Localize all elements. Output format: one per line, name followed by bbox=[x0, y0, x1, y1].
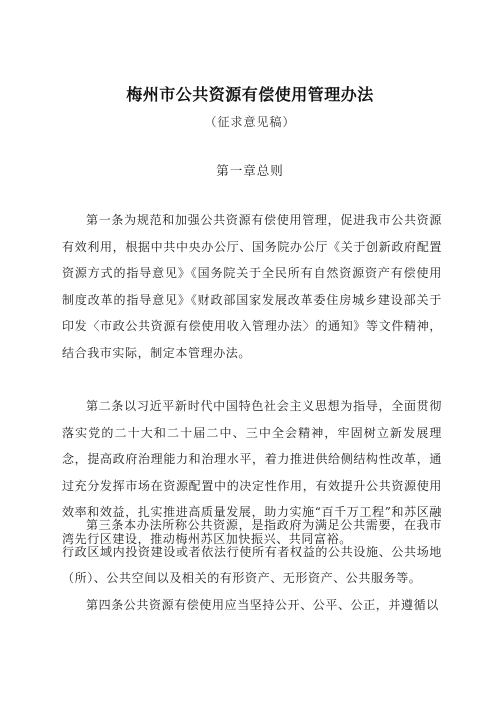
article-4-paragraph: 第四条公共资源有偿使用应当坚持公开、公平、公正，并遵循以 bbox=[86, 598, 439, 612]
document-subtitle: （征求意见稿） bbox=[204, 115, 296, 129]
chapter-heading: 第一章总则 bbox=[216, 163, 284, 178]
article-1-paragraph: 第一条为规范和加强公共资源有偿使用管理，促进我市公共资源有效利用，根据中共中央办公厅、国务院办公厅《关于创新政府配置资源方式的指导意见》《国务院关于全民所有自然资源资产有偿使用制度改革的指导意见》《财政部国家发展改革委住房城乡建设部关于印发〈市政公共资源有偿使用收入管理办法〉的通知》等文件精神，结合我市实际，制定本管理办法。 bbox=[62, 213, 442, 360]
document-title: 梅州市公共资源有偿使用管理办法 bbox=[126, 85, 374, 104]
article-3-paragraph: 第三条本办法所称公共资源，是指政府为满足公共需要，在我市行政区域内投资建设或者依法行使所有者权益的公共设施、公共场地（所）、公共空间以及相关的有形资产、无形资产、公共服务等。 bbox=[62, 518, 442, 585]
article-2-paragraph: 第二条以习近平新时代中国特色社会主义思想为指导，全面贯彻落实党的二十大和二十届二中、三中全会精神，牢固树立新发展理念，提高政府治理能力和治理水平，着力推进供给侧结构性改革，通过充分发挥市场在资源配置中的决定性作用，有效提升公共资源使用效率和效益，扎实推进高质量发展，助力实施“百千万工程”和苏区融湾先行区建设，推动梅州苏区加快振兴、共同富裕。 bbox=[62, 399, 442, 546]
